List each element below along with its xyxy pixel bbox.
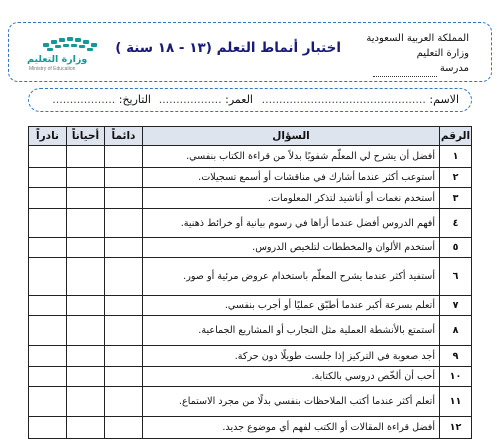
- school-name-field[interactable]: [373, 61, 437, 77]
- sometimes-cell[interactable]: [67, 367, 105, 387]
- table-row: [29, 316, 472, 346]
- always-cell[interactable]: [105, 296, 143, 316]
- sometimes-cell[interactable]: [67, 168, 105, 188]
- date-label: التاريخ:: [118, 93, 151, 106]
- logo-text-en: Ministry of Education: [29, 66, 76, 72]
- sometimes-cell[interactable]: [67, 146, 105, 168]
- always-cell[interactable]: [105, 168, 143, 188]
- always-cell[interactable]: [105, 367, 143, 387]
- rarely-cell[interactable]: [29, 188, 67, 209]
- header-number: الرقم: [440, 127, 472, 146]
- question-number: ٨: [440, 316, 472, 346]
- table-row: [29, 258, 472, 296]
- rarely-cell[interactable]: [29, 258, 67, 296]
- rarely-cell[interactable]: [29, 387, 67, 417]
- question-text: أحب أن ألخّص دروسي بالكتابة.: [143, 367, 440, 387]
- question-text: أستوعب أكثر عندما أشارك في مناقشات أو أسمع تسجيلات.: [143, 168, 440, 188]
- table-row: [29, 346, 472, 367]
- table-row: [29, 367, 472, 387]
- always-cell[interactable]: [105, 258, 143, 296]
- sometimes-cell[interactable]: [67, 296, 105, 316]
- name-field[interactable]: [262, 93, 459, 106]
- rarely-cell[interactable]: [29, 168, 67, 188]
- question-text: أفضل أن يشرح لي المعلّم شفويًا بدلاً من قراءة الكتاب بنفسي.: [143, 146, 440, 168]
- always-cell[interactable]: [105, 188, 143, 209]
- age-dots: ..................: [158, 93, 222, 106]
- question-number: ٧: [440, 296, 472, 316]
- question-number: ٢: [440, 168, 472, 188]
- always-cell[interactable]: [105, 417, 143, 439]
- always-cell[interactable]: [105, 346, 143, 367]
- question-text: أستخدم الألوان والمخططات لتلخيص الدروس.: [143, 238, 440, 258]
- table-row: [29, 146, 472, 168]
- table-row: [29, 168, 472, 188]
- sometimes-cell[interactable]: [67, 417, 105, 439]
- rarely-cell[interactable]: [29, 417, 67, 439]
- question-number: ١٠: [440, 367, 472, 387]
- question-text: أتعلم أكثر عندما أكتب الملاحظات بنفسي بدلًا من مجرد الاستماع.: [143, 387, 440, 417]
- rarely-cell[interactable]: [29, 346, 67, 367]
- question-text: أستفيد أكثر عندما يشرح المعلّم باستخدام عروض مرئية أو صور.: [143, 258, 440, 296]
- ministry-logo-icon: [39, 33, 99, 53]
- header-sometimes: أحياناً: [67, 127, 105, 146]
- sometimes-cell[interactable]: [67, 238, 105, 258]
- age-label: العمر:: [225, 93, 253, 106]
- school-label: مدرسة: [439, 63, 469, 74]
- question-number: ٩: [440, 346, 472, 367]
- table-row: [29, 238, 472, 258]
- header-always: دائماً: [105, 127, 143, 146]
- always-cell[interactable]: [105, 209, 143, 238]
- question-number: ٦: [440, 258, 472, 296]
- sometimes-cell[interactable]: [67, 346, 105, 367]
- question-text: أفهم الدروس أفضل عندما أراها في رسوم بيانية أو خرائط ذهنية.: [143, 209, 440, 238]
- sometimes-cell[interactable]: [67, 316, 105, 346]
- rarely-cell[interactable]: [29, 296, 67, 316]
- date-dots: ..................: [52, 93, 116, 106]
- question-number: ٤: [440, 209, 472, 238]
- sometimes-cell[interactable]: [67, 188, 105, 209]
- sometimes-cell[interactable]: [67, 258, 105, 296]
- always-cell[interactable]: [105, 146, 143, 168]
- header-question: السؤال: [143, 127, 440, 146]
- ministry-logo: [23, 33, 119, 73]
- question-number: ١١: [440, 387, 472, 417]
- question-number: ٥: [440, 238, 472, 258]
- header-box: [8, 22, 492, 82]
- table-header-row: [29, 127, 472, 146]
- header-rarely: نادراً: [29, 127, 67, 146]
- rarely-cell[interactable]: [29, 316, 67, 346]
- age-field[interactable]: [159, 93, 253, 106]
- organization-block: [366, 31, 469, 77]
- page-title: اختبار أنماط التعلم (١٣ - ١٨ سنة ): [115, 40, 341, 56]
- ministry-text: وزارة التعليم: [416, 48, 469, 59]
- student-info-box: [28, 88, 472, 112]
- name-dots: ...............................................: [261, 93, 426, 106]
- sometimes-cell[interactable]: [67, 209, 105, 238]
- question-number: ١٢: [440, 417, 472, 439]
- rarely-cell[interactable]: [29, 367, 67, 387]
- rarely-cell[interactable]: [29, 238, 67, 258]
- rarely-cell[interactable]: [29, 146, 67, 168]
- always-cell[interactable]: [105, 387, 143, 417]
- question-text: أجد صعوبة في التركيز إذا جلست طويلًا دون حركة.: [143, 346, 440, 367]
- rarely-cell[interactable]: [29, 209, 67, 238]
- always-cell[interactable]: [105, 238, 143, 258]
- question-text: أستخدم نغمات أو أناشيد لتذكر المعلومات.: [143, 188, 440, 209]
- sometimes-cell[interactable]: [67, 387, 105, 417]
- table-row: [29, 417, 472, 439]
- table-row: [29, 296, 472, 316]
- logo-text: وزارة التعليم: [27, 54, 88, 65]
- question-number: ١: [440, 146, 472, 168]
- always-cell[interactable]: [105, 316, 143, 346]
- kingdom-text: المملكة العربية السعودية: [366, 33, 469, 44]
- question-text: أستمتع بالأنشطة العملية مثل التجارب أو المشاريع الجماعية.: [143, 316, 440, 346]
- question-number: ٣: [440, 188, 472, 209]
- table-row: [29, 188, 472, 209]
- question-text: أتعلم بسرعة أكبر عندما أطبّق عمليًا أو أجرب بنفسي.: [143, 296, 440, 316]
- table-row: [29, 209, 472, 238]
- question-text: أفضل قراءة المقالات أو الكتب لفهم أي موضوع جديد.: [143, 417, 440, 439]
- name-label: الاسم:: [429, 93, 459, 106]
- table-row: [29, 387, 472, 417]
- date-field[interactable]: [52, 93, 151, 106]
- learning-styles-table: [28, 126, 472, 439]
